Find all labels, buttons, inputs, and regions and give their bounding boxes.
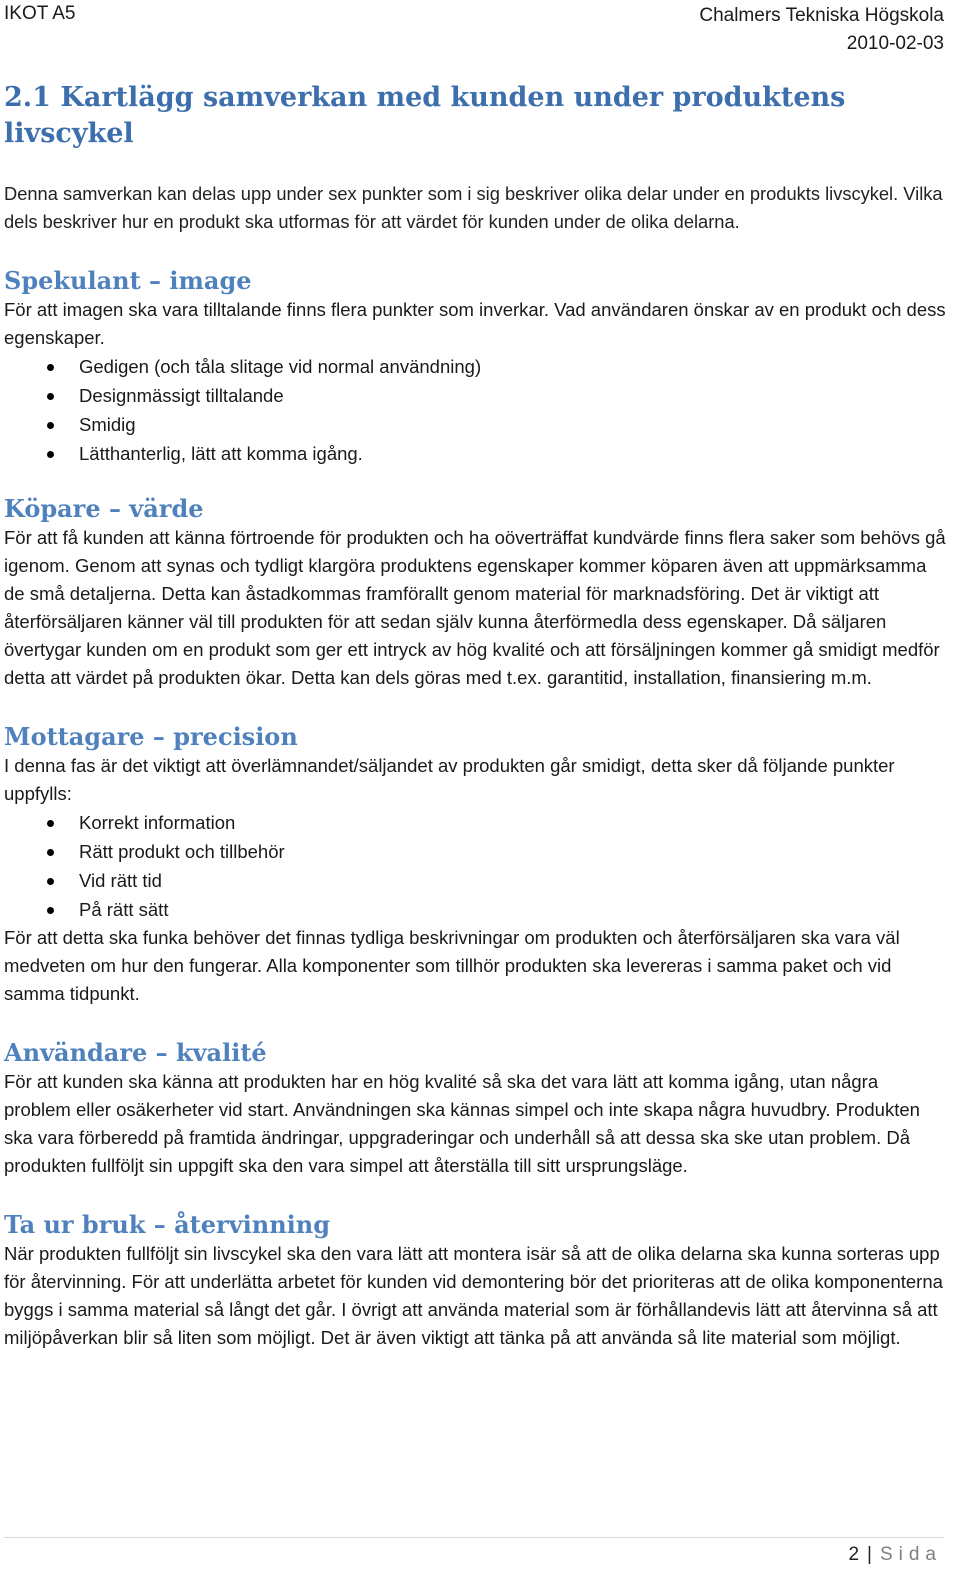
section-heading: Ta ur bruk – återvinning [4,1210,330,1239]
section-ta-ur-bruk [4,1210,948,1352]
list-item: Lätthanterlig, lätt att komma igång. [4,439,948,468]
section-mottagare [4,722,948,1008]
bullet-list [4,808,948,924]
section-anvandare [4,1038,948,1180]
list-item: Vid rätt tid [4,866,948,895]
list-item: Rätt produkt och tillbehör [4,837,948,866]
section-heading: Mottagare – precision [4,722,298,751]
list-item: Smidig [4,410,948,439]
page-footer [848,1542,942,1568]
footer-separator: | [867,1544,872,1565]
section-paragraph: När produkten fullföljt sin livscykel ska den vara lätt att montera isär så att de olika delarna ska kunna sorteras upp för återvinning. För att underlätta arbetet för kunden vid demontering bör det prioriteras att de olika komponenterna byggs i samma material så långt det går. I övrigt att använda material som är förhållandevis lätt att återvinna så att miljöpåverkan blir så liten som möjligt. Det är även viktigt att tänka på att använda så lite material som möjligt. [4,1243,943,1348]
header-right [699,2,944,58]
list-item: På rätt sätt [4,895,948,924]
section-heading: Spekulant – image [4,266,252,295]
list-item: Designmässigt tilltalande [4,381,948,410]
page-number: 2 [848,1544,860,1565]
section-paragraph: I denna fas är det viktigt att överlämnandet/säljandet av produkten går smidigt, detta sker då följande punkter uppfylls: [4,755,895,804]
section-heading: Köpare – värde [4,494,204,523]
bullet-list [4,352,948,468]
section-kopare [4,494,948,692]
header-organization: Chalmers Tekniska Högskola [699,5,944,26]
list-item: Korrekt information [4,808,948,837]
section-paragraph: För att kunden ska känna att produkten har en hög kvalité så ska det vara lätt att komma igång, utan några problem eller osäkerheter vid start. Användningen ska kännas simpel och inte skapa några huvudbry. Produkten ska vara förberedd på framtida ändringar, uppgraderingar och underhåll så att dessa ska ske utan problem. Då produkten fullföljt sin uppgift ska den vara simpel att återställa till sitt ursprungsläge. [4,1071,920,1176]
section-heading: Användare – kvalité [4,1038,267,1067]
page-label: Sida [879,1544,942,1565]
header-course-code: IKOT A5 [4,3,76,24]
section-spekulant [4,266,948,468]
section-paragraph: För att få kunden att känna förtroende för produkten och ha oöverträffat kundvärde finns flera saker som behövs gå igenom. Genom att synas och tydligt klargöra produktens egenskaper kommer köparen även att uppmärksamma de små detaljerna. Detta kan åstadkommas framförallt genom material för marknadsföring. Det är viktigt att återförsäljaren känner väl till produkten för att sedan själv kunna återförmedla dess egenskaper. Då säljaren övertygar kunden om en produkt som ger ett intryck av hög kvalité och att försäljningen kommer gå smidigt medför detta att värdet på produkten ökar. Detta kan dels göras med t.ex. garantitid, installation, finansiering m.m. [4,527,946,688]
intro-paragraph: Denna samverkan kan delas upp under sex punkter som i sig beskriver olika delar under en produkts livscykel. Vilka dels beskriver hur en produkt ska utformas för att värdet för kunden under de olika delarna. [4,183,943,232]
page-title: 2.1 Kartlägg samverkan med kunden under produktens livscykel [4,82,846,149]
list-item: Gedigen (och tåla slitage vid normal användning) [4,352,948,381]
footer-divider [4,1537,944,1538]
section-paragraph: För att imagen ska vara tilltalande finns flera punkter som inverkar. Vad användaren önskar av en produkt och dess egenskaper. [4,299,946,348]
section-paragraph: För att detta ska funka behöver det finnas tydliga beskrivningar om produkten och återförsäljaren ska vara väl medveten om hur den fungerar. Alla komponenter som tillhör produkten ska levereras i samma paket och vid samma tidpunkt. [4,927,900,1004]
header-date: 2010-02-03 [846,33,944,54]
document-body [4,80,948,1352]
